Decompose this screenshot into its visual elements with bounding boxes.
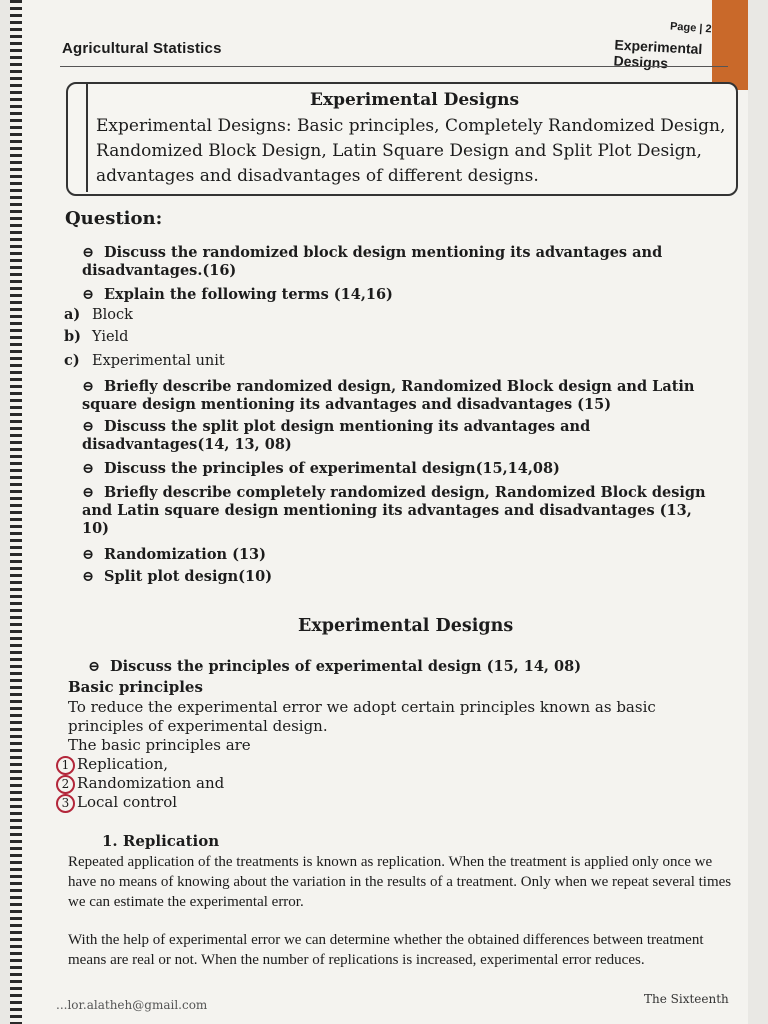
replication-paragraph-1: Repeated application of the treatments is known as replication. When the treatment is applied only once we have no means of knowing about the variation in the results of a treatment. Only when we repeat several times we can estimate the experimental error.	[68, 854, 732, 910]
term-text: Experimental unit	[92, 353, 225, 369]
question-1	[82, 244, 702, 280]
question-text: Discuss the principles of experimental design (15, 14, 08)	[110, 658, 582, 675]
chapter-summary: Experimental Designs: Basic principles, Completely Randomized Design, Randomized Block Design, Latin Square Design and Split Plot Design, advantages and disadvantages of different designs.	[96, 116, 726, 186]
question-text: Discuss the randomized block design mentioning its advantages and disadvantages.(16)	[82, 244, 663, 279]
term-a	[64, 306, 133, 324]
minus-circle-icon: ⊖	[82, 568, 95, 585]
term-b	[64, 328, 128, 346]
footer-note: The Sixteenth	[644, 992, 729, 1006]
header-subject: Agricultural Statistics	[62, 40, 222, 57]
question-text: Discuss the principles of experimental design(15,14,08)	[104, 460, 560, 477]
question-2	[82, 286, 702, 304]
minus-circle-icon: ⊖	[82, 378, 95, 395]
question-3	[82, 378, 732, 414]
question-text: Explain the following terms (14,16)	[104, 286, 393, 303]
question-5	[82, 460, 712, 478]
minus-circle-icon: ⊖	[82, 460, 95, 477]
header-page-number: Page | 2	[669, 20, 712, 36]
question-4	[82, 418, 712, 454]
term-label: c)	[64, 352, 80, 369]
decorative-border	[10, 0, 22, 1024]
minus-circle-icon: ⊖	[88, 658, 101, 675]
header-chapter: Experimental Designs	[613, 36, 703, 72]
circled-number: 2	[56, 775, 75, 794]
principles-list-intro: The basic principles are	[68, 736, 251, 754]
minus-circle-icon: ⊖	[82, 244, 95, 261]
section-question	[88, 658, 581, 676]
question-6	[82, 484, 712, 538]
term-text: Block	[92, 307, 133, 323]
principle-3	[56, 793, 177, 813]
term-label: b)	[64, 328, 81, 345]
basic-principles-heading: Basic principles	[68, 678, 203, 696]
question-text: Discuss the split plot design mentioning its advantages and disadvantages(14, 13, 08)	[82, 418, 591, 453]
question-text: Briefly describe randomized design, Randomized Block design and Latin square design mentioning its advantages and disadvantages (15)	[82, 378, 695, 413]
question-heading: Question:	[65, 208, 163, 229]
term-label: a)	[64, 306, 81, 323]
minus-circle-icon: ⊖	[82, 418, 95, 435]
principle-text: Replication,	[77, 755, 168, 773]
question-text: Split plot design(10)	[104, 568, 273, 585]
question-text: Briefly describe completely randomized design, Randomized Block design and Latin square design mentioning its advantages and disadvantages (13, 10)	[82, 484, 706, 537]
term-c	[64, 352, 225, 370]
principle-text: Randomization and	[77, 774, 225, 792]
minus-circle-icon: ⊖	[82, 484, 95, 501]
header-rule	[60, 66, 728, 67]
question-text: Randomization (13)	[104, 546, 266, 563]
circled-number: 1	[56, 756, 75, 775]
term-text: Yield	[92, 329, 129, 345]
question-8	[82, 568, 272, 586]
scroll-roll	[68, 84, 88, 192]
replication-heading: 1. Replication	[102, 832, 220, 850]
circled-number: 3	[56, 794, 75, 813]
section-title: Experimental Designs	[298, 616, 514, 636]
question-7	[82, 546, 266, 564]
footer-email: ...lor.alatheh@gmail.com	[56, 998, 208, 1012]
replication-paragraph-2: With the help of experimental error we can determine whether the obtained differences between treatment means are real or not. When the number of replications is increased, experimental error reduces.	[68, 932, 704, 968]
chapter-box	[66, 82, 738, 196]
principles-intro: To reduce the experimental error we adopt certain principles known as basic principles of experimental design.	[68, 698, 656, 735]
principle-2	[56, 774, 224, 794]
principle-text: Local control	[77, 793, 178, 811]
document-page	[10, 0, 748, 1024]
minus-circle-icon: ⊖	[82, 546, 95, 563]
principle-1	[56, 755, 168, 775]
minus-circle-icon: ⊖	[82, 286, 95, 303]
chapter-title: Experimental Designs	[310, 90, 520, 110]
